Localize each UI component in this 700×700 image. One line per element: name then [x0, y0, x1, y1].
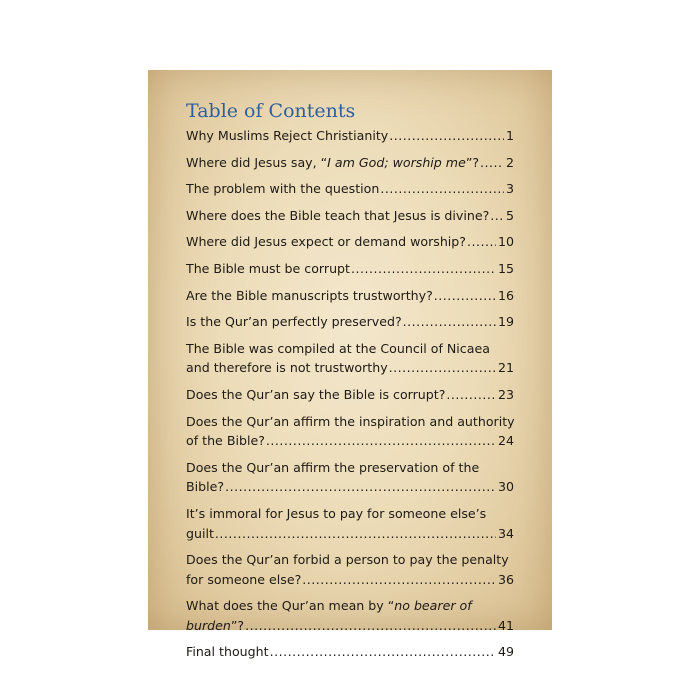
- toc-page-number: 30: [497, 479, 514, 495]
- toc-leader-dots: [245, 616, 496, 636]
- toc-entry[interactable]: [186, 153, 514, 173]
- toc-entry[interactable]: [186, 259, 514, 279]
- toc-entry-title: Final thought: [186, 644, 269, 660]
- toc-leader-dots: [403, 312, 496, 332]
- toc-page-number: 41: [497, 617, 514, 633]
- toc-page-number: 21: [497, 360, 514, 376]
- toc-entry-title: Why Muslims Reject Christianity: [186, 128, 389, 143]
- book-page: [148, 70, 552, 660]
- toc-leader-dots: [467, 232, 496, 252]
- toc-leader-dots: [351, 259, 496, 279]
- toc-leader-dots: [434, 286, 496, 306]
- toc-entry[interactable]: [186, 179, 514, 199]
- toc-entry-title: The Bible must be corrupt: [186, 260, 350, 276]
- toc-entry-title: for someone else?: [186, 571, 302, 587]
- toc-leader-dots: [380, 179, 504, 199]
- toc-entry[interactable]: [186, 126, 514, 146]
- toc-entry-title: Where did Jesus expect or demand worship?: [186, 234, 466, 250]
- table-of-contents: [186, 100, 514, 669]
- toc-leader-dots: [446, 385, 496, 405]
- toc-entry-title: guilt: [186, 525, 214, 541]
- toc-entry-title: Bible?: [186, 479, 225, 495]
- toc-entry[interactable]: [186, 206, 514, 226]
- toc-leader-dots: [215, 524, 496, 544]
- toc-leader-dots: [225, 477, 496, 497]
- toc-entry-title: Where does the Bible teach that Jesus is divine?: [186, 207, 490, 223]
- toc-entry[interactable]: [186, 385, 514, 405]
- toc-page-number: 23: [497, 386, 514, 402]
- toc-page-number: 19: [497, 314, 514, 330]
- toc-entry[interactable]: [186, 232, 514, 252]
- toc-page-number: 3: [505, 181, 514, 197]
- toc-leader-dots: [480, 153, 504, 173]
- toc-entry[interactable]: [186, 412, 514, 451]
- toc-entry-title-line: Does the Qur’an affirm the preservation of the: [186, 459, 480, 475]
- toc-entry[interactable]: [186, 550, 514, 589]
- toc-entry-title: Where did Jesus say, “I am God; worship me”?: [186, 154, 480, 170]
- toc-leader-dots: [302, 570, 496, 590]
- toc-entry[interactable]: [186, 312, 514, 332]
- toc-entry-title: burden”?: [186, 617, 245, 633]
- toc-entry-title-line: Does the Qur’an forbid a person to pay the penalty: [186, 552, 509, 568]
- toc-entry-title: of the Bible?: [186, 433, 265, 449]
- toc-entry[interactable]: [186, 642, 514, 662]
- toc-entry-title-line: The Bible was compiled at the Council of Nicaea: [186, 340, 490, 356]
- toc-entry[interactable]: [186, 458, 514, 497]
- toc-page-number: 36: [497, 571, 514, 587]
- toc-entry[interactable]: [186, 339, 514, 378]
- toc-entry-title: Does the Qur’an say the Bible is corrupt?: [186, 386, 446, 402]
- toc-entry-title: and therefore is not trustworthy: [186, 360, 388, 376]
- toc-page-number: 2: [505, 154, 514, 170]
- toc-page-number: 49: [497, 644, 514, 660]
- toc-title: Table of Contents: [186, 100, 356, 122]
- toc-leader-dots: [266, 431, 496, 451]
- toc-leader-dots: [490, 206, 504, 226]
- toc-page-number: 15: [497, 260, 514, 276]
- toc-page-number: 5: [505, 207, 514, 223]
- toc-leader-dots: [389, 358, 496, 378]
- toc-entry-title-line: Does the Qur’an affirm the inspiration and authority: [186, 413, 515, 429]
- toc-page-number: 16: [497, 287, 514, 303]
- toc-entry-title: Is the Qur’an perfectly preserved?: [186, 314, 402, 330]
- toc-page-number: 1: [505, 128, 514, 143]
- toc-leader-dots: [270, 642, 496, 662]
- toc-entry-title: Are the Bible manuscripts trustworthy?: [186, 287, 433, 303]
- toc-entry[interactable]: [186, 286, 514, 306]
- toc-page-number: 24: [497, 433, 514, 449]
- toc-entry[interactable]: [186, 596, 514, 635]
- toc-entry-title: The problem with the question: [186, 181, 380, 197]
- toc-leader-dots: [389, 126, 504, 146]
- toc-entry-title-line: What does the Qur’an mean by “no bearer of: [186, 598, 472, 614]
- toc-page-number: 10: [497, 234, 514, 250]
- toc-page-number: 34: [497, 525, 514, 541]
- toc-entry[interactable]: [186, 504, 514, 543]
- toc-entry-title-line: It’s immoral for Jesus to pay for someone else’s: [186, 505, 487, 521]
